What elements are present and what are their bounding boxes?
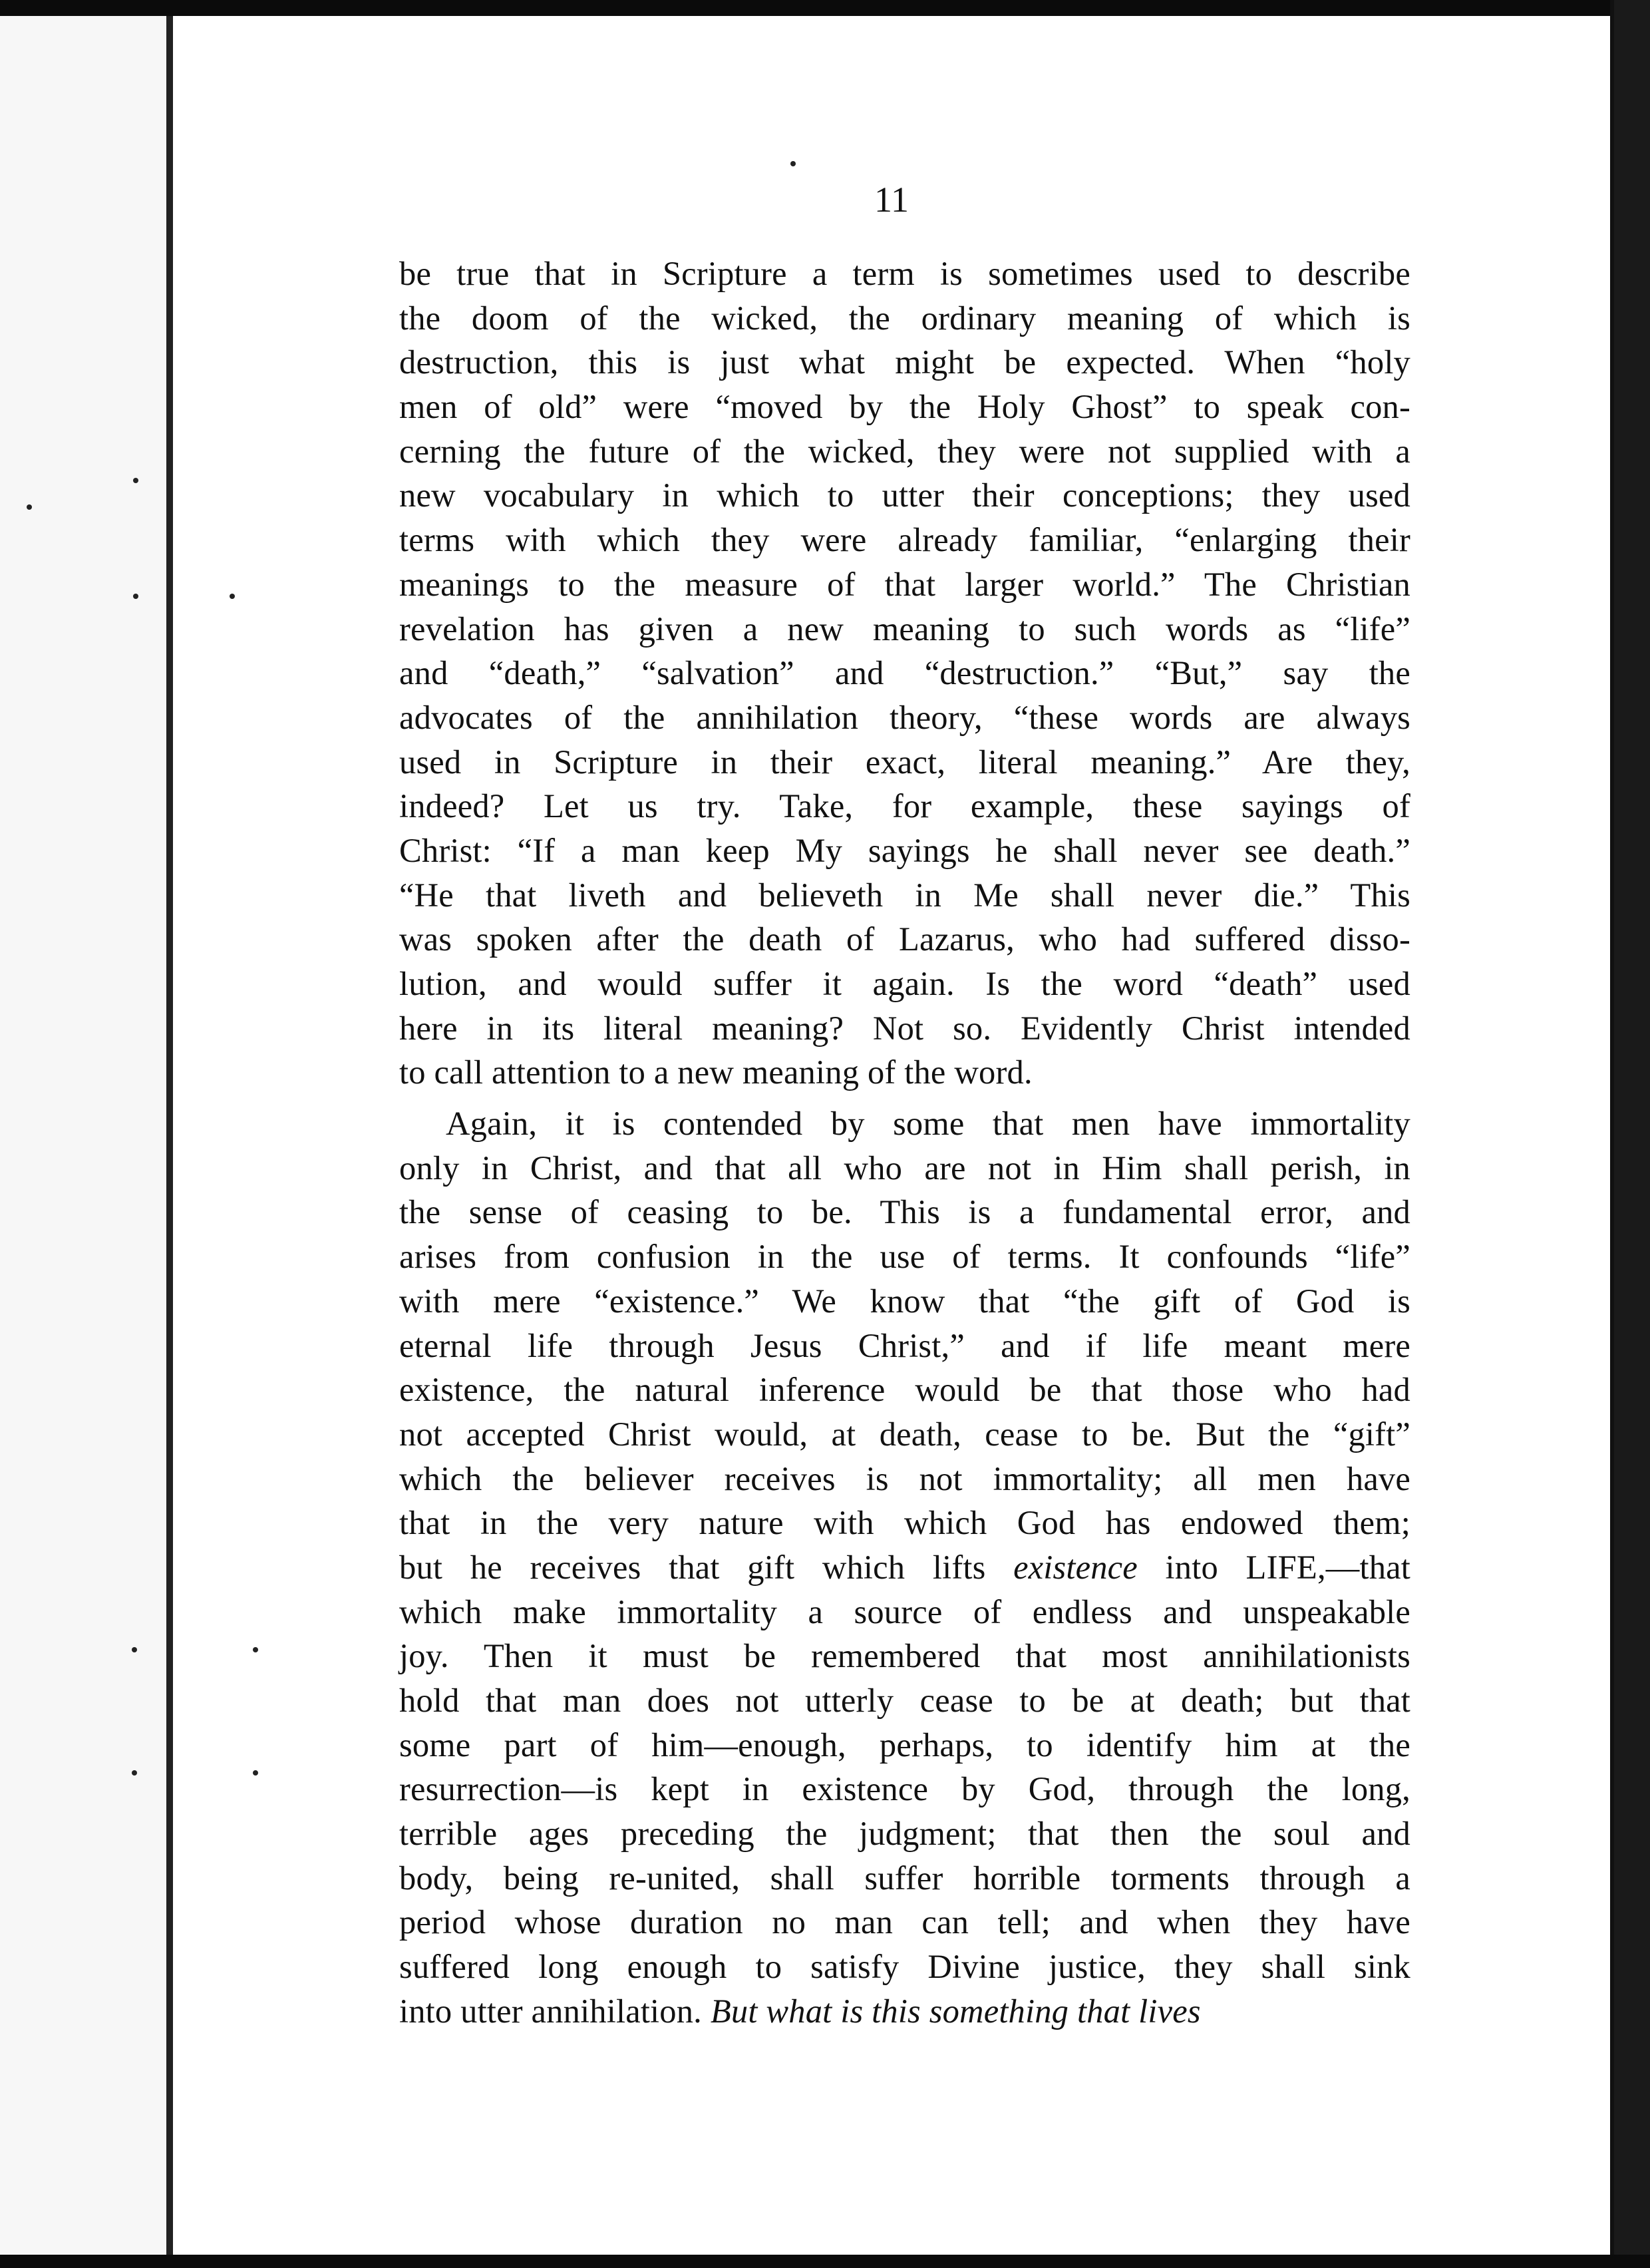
text-line: be true that in Scripture a term is sometimes used to describe bbox=[399, 255, 1410, 292]
scan-speck bbox=[253, 1647, 258, 1652]
text-line: resurrection—is kept in existence by God, through the long, bbox=[399, 1770, 1410, 1808]
text-line: which make immortality a source of endless and unspeakable bbox=[399, 1593, 1410, 1630]
text-line: existence, the natural inference would be that those who had bbox=[399, 1371, 1410, 1409]
paragraph-2 bbox=[399, 1101, 1410, 1545]
text-line: body, being re-united, shall suffer horrible torments through a bbox=[399, 1859, 1410, 1897]
text-line: hold that man does not utterly cease to be at death; but that bbox=[399, 1682, 1410, 1719]
text-line: men of old” were “moved by the Holy Ghost” to speak con- bbox=[399, 388, 1410, 426]
text-line: some part of him—enough, perhaps, to identify him at the bbox=[399, 1726, 1410, 1764]
text-line: to call attention to a new meaning of the word. bbox=[399, 1053, 1033, 1091]
binding-fold bbox=[166, 16, 173, 2255]
body-text bbox=[399, 252, 1410, 2034]
text-line: cerning the future of the wicked, they were not supplied with a bbox=[399, 432, 1410, 470]
scan-speck bbox=[133, 594, 138, 599]
scan-speck bbox=[790, 161, 796, 166]
scan-speck bbox=[230, 594, 235, 599]
scan-bottom-border bbox=[0, 2255, 1650, 2268]
text-line: “He that liveth and believeth in Me shall never die.” This bbox=[399, 876, 1410, 914]
text-line: into utter annihilation. But what is this something that lives bbox=[399, 1992, 1201, 2030]
scan-right-edge bbox=[1614, 0, 1650, 2268]
text-line: and “death,” “salvation” and “destruction.” “But,” say the bbox=[399, 654, 1410, 692]
text-line: which the believer receives is not immortality; all men have bbox=[399, 1459, 1410, 1497]
text-line: period whose duration no man can tell; and when they have bbox=[399, 1903, 1410, 1941]
scan-speck bbox=[27, 504, 32, 510]
text-line: eternal life through Jesus Christ,” and if life meant mere bbox=[399, 1326, 1410, 1364]
text-line: not accepted Christ would, at death, cease to be. But the “gift” bbox=[399, 1415, 1410, 1453]
text-line: destruction, this is just what might be expected. When “holy bbox=[399, 343, 1410, 381]
text-line: lution, and would suffer it again. Is the word “death” used bbox=[399, 965, 1410, 1002]
text-line: the sense of ceasing to be. This is a fundamental error, and bbox=[399, 1193, 1410, 1231]
text-line: suffered long enough to satisfy Divine justice, they shall sink bbox=[399, 1948, 1410, 1986]
text-line: but he receives that gift which lifts existence into LIFE,—that bbox=[399, 1548, 1411, 1586]
text-line: advocates of the annihilation theory, “these words are always bbox=[399, 698, 1410, 736]
text-line: the doom of the wicked, the ordinary meaning of which is bbox=[399, 299, 1410, 337]
paragraph-2-continued bbox=[399, 1590, 1410, 1989]
text-line: meanings to the measure of that larger world.” The Christian bbox=[399, 565, 1410, 603]
paragraph-1 bbox=[399, 252, 1410, 1095]
text-line: revelation has given a new meaning to such words as “life” bbox=[399, 610, 1410, 648]
text-line: was spoken after the death of Lazarus, who had suffered disso- bbox=[399, 920, 1410, 958]
text-line: used in Scripture in their exact, literal meaning.” Are they, bbox=[399, 743, 1410, 781]
text-line: with mere “existence.” We know that “the gift of God is bbox=[399, 1282, 1410, 1320]
text-line: Christ: “If a man keep My sayings he shall never see death.” bbox=[399, 831, 1410, 869]
text-line: only in Christ, and that all who are not in Him shall perish, in bbox=[399, 1149, 1410, 1187]
text-line: terms with which they were already familiar, “enlarging their bbox=[399, 521, 1410, 559]
text-line: arises from confusion in the use of terms. It confounds “life” bbox=[399, 1238, 1410, 1276]
page-number: 11 bbox=[874, 180, 909, 220]
text-line: that in the very nature with which God has endowed them; bbox=[399, 1504, 1410, 1542]
text-line: indeed? Let us try. Take, for example, these sayings of bbox=[399, 787, 1410, 825]
scan-speck bbox=[132, 1770, 137, 1776]
facing-page-margin bbox=[0, 16, 166, 2255]
text-line: new vocabulary in which to utter their conceptions; they used bbox=[399, 476, 1410, 514]
paragraph-gap bbox=[399, 1095, 1410, 1101]
text-line: here in its literal meaning? Not so. Evidently Christ intended bbox=[399, 1009, 1410, 1047]
scan-speck bbox=[253, 1770, 258, 1776]
scan-top-border bbox=[0, 0, 1650, 16]
text-line: Again, it is contended by some that men have immortality bbox=[446, 1105, 1410, 1143]
scan-speck bbox=[133, 478, 138, 483]
text-line: joy. Then it must be remembered that most annihilationists bbox=[399, 1637, 1410, 1675]
scan-speck bbox=[132, 1647, 137, 1652]
text-line: terrible ages preceding the judgment; that then the soul and bbox=[399, 1815, 1410, 1853]
